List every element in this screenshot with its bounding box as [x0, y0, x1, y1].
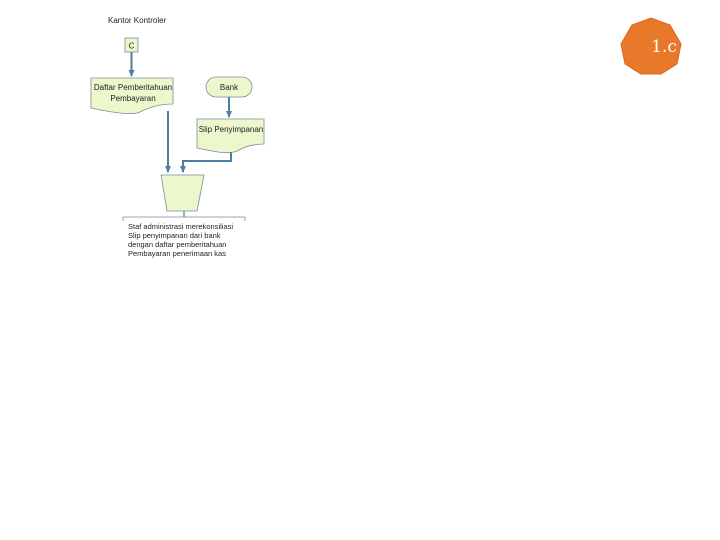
annotation-line-3: dengan daftar pemberitahuan: [128, 240, 227, 249]
bank-label: Bank: [219, 83, 239, 92]
arrow-slip-to-operation: [183, 152, 231, 172]
badge-label: 1.c: [651, 37, 677, 57]
daftar-document-line1: Daftar Pemberitahuan: [93, 83, 173, 92]
step-badge: [621, 18, 681, 74]
connector-c: [125, 38, 138, 52]
diagram-title: Kantor Kontroler: [108, 16, 167, 25]
bank-terminator: [206, 77, 252, 97]
annotation-bracket: [123, 217, 245, 221]
annotation-line-1: Staf administrasi merekonsiliasi: [128, 222, 234, 231]
annotation-line-4: Pembayaran penerimaan kas: [128, 249, 226, 258]
slip-penyimpanan-document: [197, 119, 264, 153]
annotation-text: [128, 222, 233, 258]
slip-document-label: Slip Penyimpanan: [198, 125, 264, 134]
daftar-pemberitahuan-document: [91, 78, 173, 114]
daftar-document-line2: Pembayaran: [110, 94, 156, 103]
annotation-line-2: Slip penyimpanan dari bank: [128, 231, 221, 240]
connector-label: C: [128, 41, 135, 51]
manual-operation-shape: [161, 175, 204, 211]
